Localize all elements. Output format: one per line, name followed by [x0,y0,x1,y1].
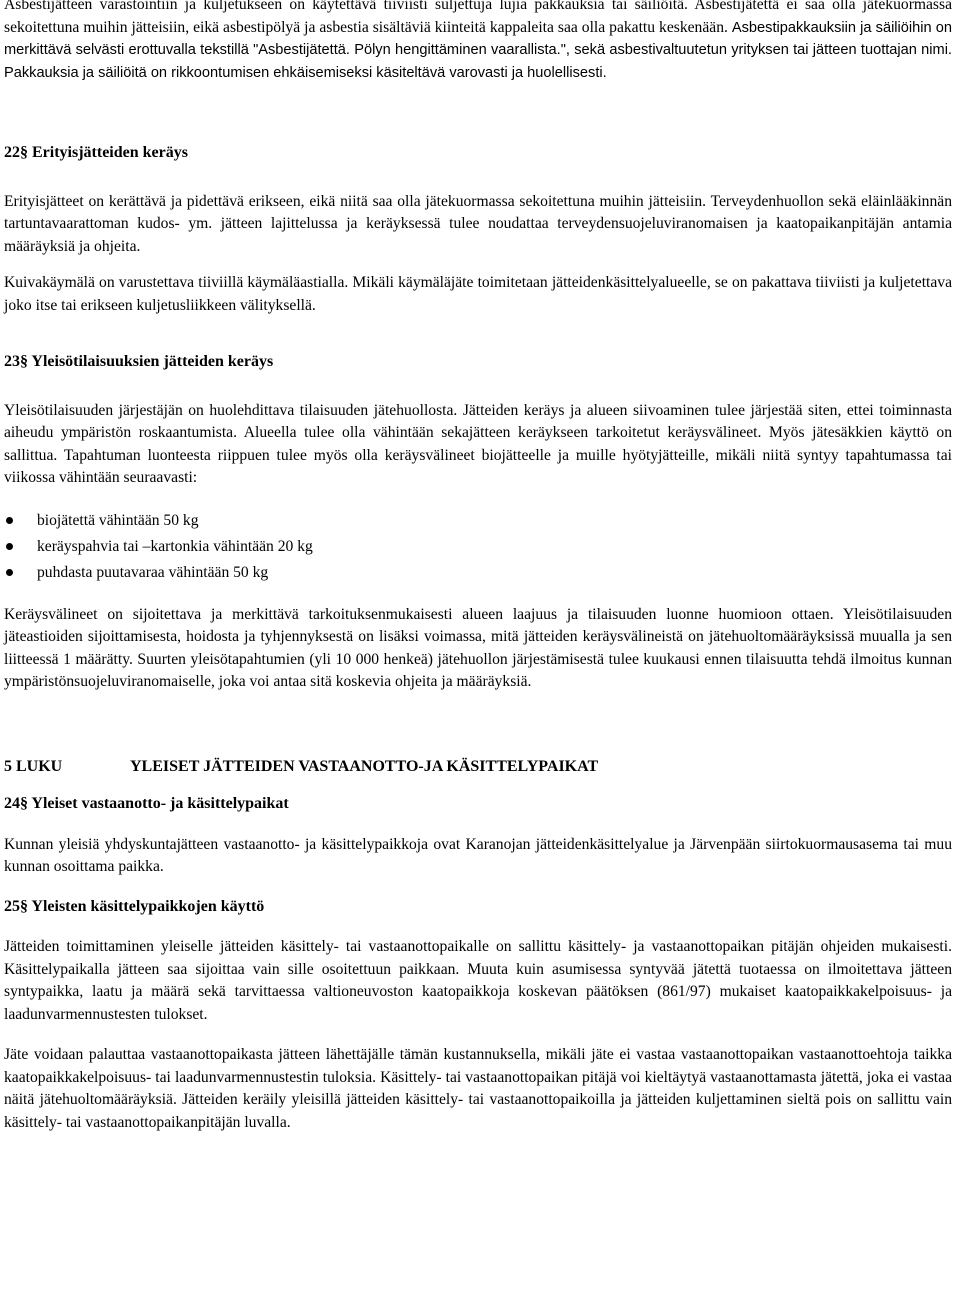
list-item: puhdasta puutavaraa vähintään 50 kg [4,560,952,586]
section-23-bullet-list [4,508,952,586]
list-item: biojätettä vähintään 50 kg [4,508,952,534]
chapter-title: YLEISET JÄTTEIDEN VASTAANOTTO-JA KÄSITTELYPAIKAT [130,757,599,775]
section-23-paragraph-1: Yleisötilaisuuden järjestäjän on huolehdittava tilaisuuden jätehuollosta. Jätteiden keräys ja alueen siivoaminen tulee järjestää siten, ettei toiminnasta aiheudu ympäristön roskaantumista. Alueella tulee olla vähintään sekajätteen keräykseen tarkoitetut keräysvälineet. Myös jätesäkkien käyttö on sallittua. Tapahtuman luonteesta riippuen tulee myös olla keräysvälineet biojätteelle ja muille hyötyjätteille, mikäli niitä syntyy tapahtumassa tai viikossa vähintään seuraavasti: [4,401,952,486]
section-23-paragraph-2: Keräysvälineet on sijoitettava ja merkittävä tarkoituksenmukaisesti alueen laajuus ja tilaisuuden luonne huomioon ottaen. Yleisötilaisuuden jäteastioiden sijoittamisesta, hoidosta ja tyhjennyksestä on lisäksi voimassa, mitä jätteiden keräysvälineistä on jätehuoltomääräyksissä muualla ja sen liitteessä 1 määrätty. Suurten yleisötapahtumien (yli 10 000 henkeä) jätehuollon järjestämisestä tulee kuukausi ennen tilaisuutta tehdä ilmoitus kunnan ympäristönsuojeluviranomaiselle, joka voi antaa sitä koskevia ohjeita ja määräyksiä. [4,605,952,690]
section-23-heading: 23§ Yleisötilaisuuksien jätteiden keräys [4,353,274,370]
section-25-heading: 25§ Yleisten käsittelypaikkojen käyttö [4,897,265,915]
section-22-heading: 22§ Erityisjätteiden keräys [4,144,188,161]
list-item: keräyspahvia tai –kartonkia vähintään 20 kg [4,534,952,560]
intro-serif-text: Asbestijätteen varastointiin ja kuljetukseen on käytettävä tiiviisti suljettuja lujia pakkauksia tai säiliöitä. Asbestijätettä ei saa olla jätekuormassa sekoitettuna muihin jätteisiin, eikä asbestipölyä ja asbestia sisältäviä kiinteitä kappaleita saa olla pakattu keskenään. [4,0,952,36]
chapter-number: 5 LUKU [4,757,63,775]
section-24-paragraph-1: Kunnan yleisiä yhdyskuntajätteen vastaanotto- ja käsittelypaikkoja ovat Karanojan jätteidenkäsittelyalue ja Järvenpään siirtokuormausasema tai muu kunnan osoittama paikka. [4,835,952,875]
section-22-paragraph-2: Kuivakäymälä on varustettava tiiviillä käymäläastialla. Mikäli käymäläjäte toimitetaan jätteidenkäsittelyalueelle, se on pakattava tiiviisti ja kuljetettava joko itse tai erikseen kuljetusliikkeen välityksellä. [4,274,952,314]
section-25-paragraph-2: Jäte voidaan palauttaa vastaanottopaikasta jätteen lähettäjälle tämän kustannuksella, mikäli jäte ei vastaa vastaanottopaikan vastaanottoehtoja taikka kaatopaikkakelpoisuus- tai laadunvarmennustestin tuloksia. Käsittely- tai vastaanottopaikan pitäjä voi kieltäytyä vastaanottamasta jätettä, joka ei vastaa näitä jätehuoltomääräyksiä. Jätteiden keräily yleisillä jätteiden käsittely- tai vastaanottopaikoilla ja jätteiden kuljettaminen sieltä pois on sallittu vain käsittely- tai vastaanottopaikanpitäjän luvalla. [4,1046,952,1131]
section-22-paragraph-1: Erityisjätteet on kerättävä ja pidettävä erikseen, eikä niitä saa olla jätekuormassa sekoitettuna muihin jätteisiin. Terveydenhuollon sekä eläinlääkinnän tartuntavaarattoman kudos- ym. jätteen lajittelussa ja keräyksessä tulee noudattaa terveydensuojeluviranomaisen ja kaatopaikanpitäjän antamia määräyksiä ja ohjeita. [4,192,952,255]
intro-sans-text: Asbestipakkauksiin ja säiliöihin on merkittävä selvästi erottuvalla tekstillä "Asbestijätettä. Pölyn hengittäminen vaarallista.", sekä asbestivaltuutetun yrityksen tai jätteen tuottajan nimi. Pakkauksia ja säiliöitä on rikkoontumisen ehkäisemiseksi käsiteltävä varovasti ja huolellisesti. [4,19,953,81]
document-page [4,0,952,1134]
intro-paragraph [4,0,952,84]
section-24-heading: 24§ Yleiset vastaanotto- ja käsittelypaikat [4,795,289,812]
section-25-paragraph-1: Jätteiden toimittaminen yleiselle jätteiden käsittely- tai vastaanottopaikalle on sallittu käsittely- ja vastaanottopaikan pitäjän ohjeiden mukaisesti. Käsittelypaikalla jätteen saa sijoittaa vain sille osoitettuun paikkaan. Muuta kuin asumisessa syntyvää jätettä tuotaessa on ilmoitettava jätteen syntypaikka, laatu ja määrä sekä tarvittaessa valtioneuvoston kaatopaikkoja koskevan päätöksen (861/97) mukaiset kaatopaikkakelpoisuus- ja laadunvarmennustesten tulokset. [4,938,952,1023]
chapter-5-heading [4,756,952,779]
